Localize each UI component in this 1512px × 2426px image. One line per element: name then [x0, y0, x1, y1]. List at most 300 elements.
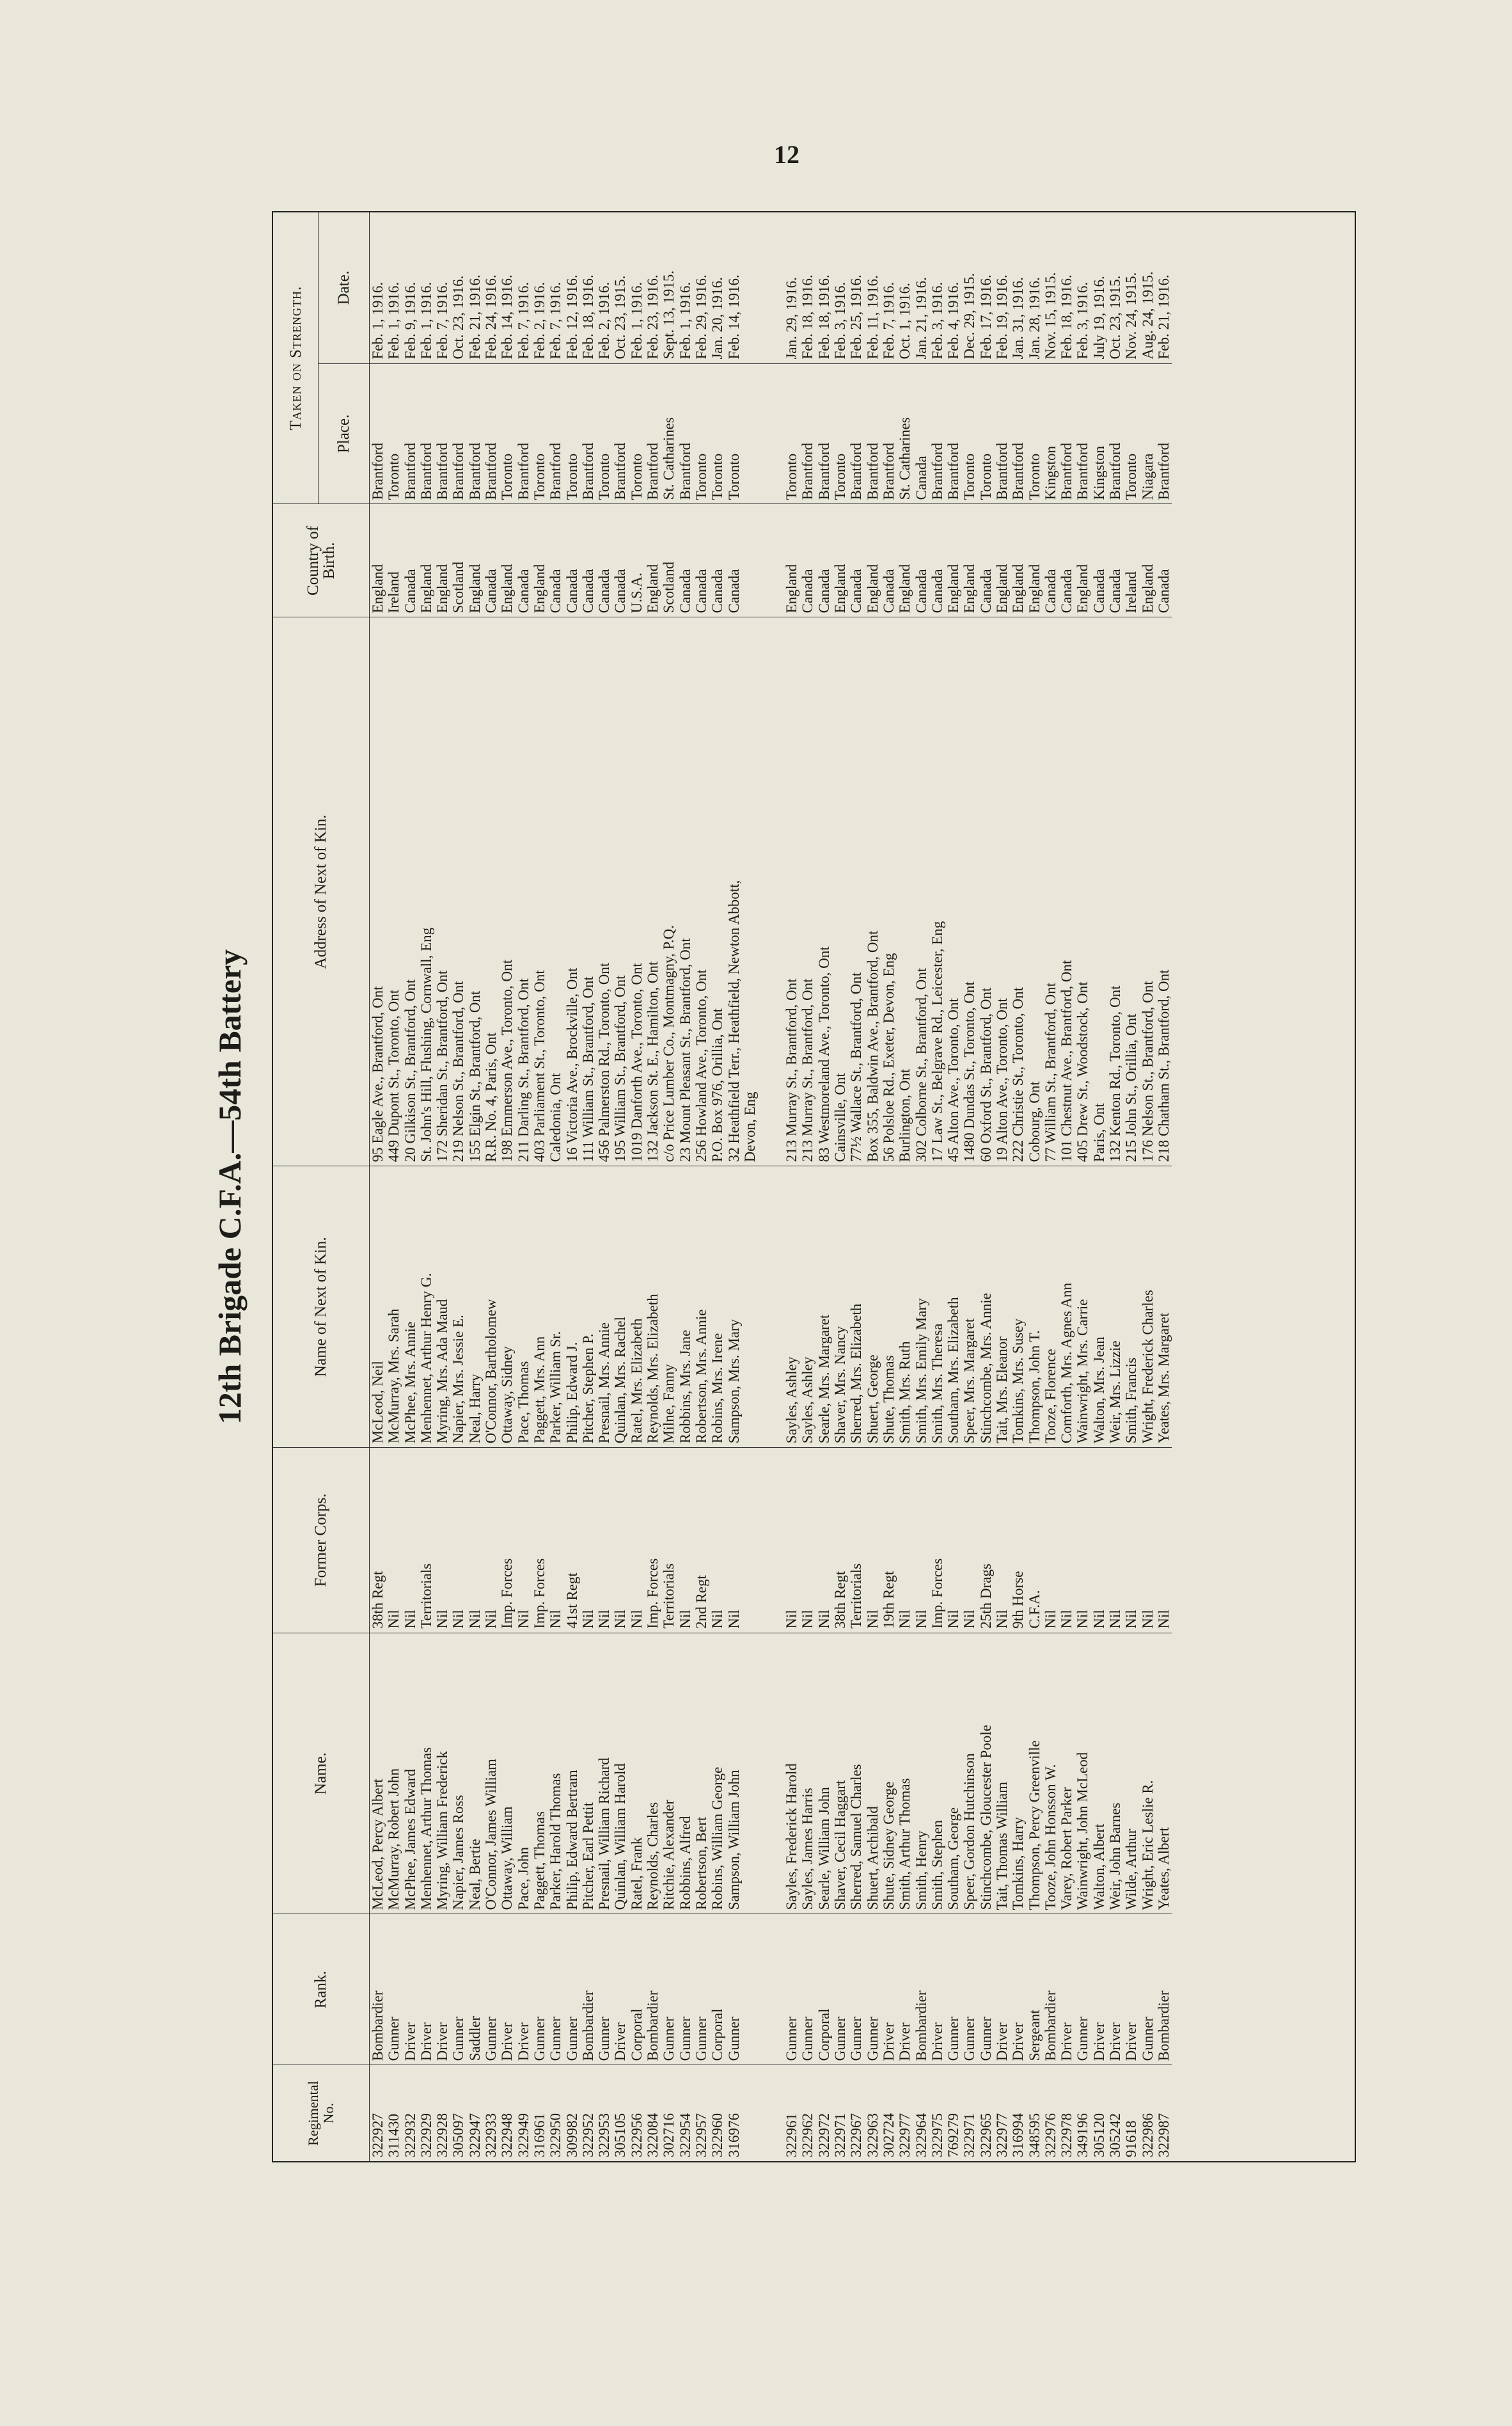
- cell-regimental-no: 322961: [784, 2065, 799, 2161]
- cell-former-corps: 38th Regt: [832, 1448, 848, 1633]
- cell-address: 17 Law St., Belgrave Rd., Leicester, Eng: [929, 617, 945, 1166]
- cell-next-of-kin: Neal, Harry: [467, 1166, 483, 1448]
- cell-country-of-birth: Canada: [693, 504, 709, 617]
- cell-date: Feb. 3, 1916.: [1075, 281, 1091, 360]
- cell-former-corps: Nil: [402, 1448, 418, 1633]
- table-row: [645, 212, 661, 2161]
- cell-country-of-birth: Canada: [1156, 504, 1172, 617]
- cell-country-of-birth: England: [434, 504, 450, 617]
- cell-former-corps: Nil: [547, 1448, 563, 1633]
- cell-name: O'Connor, James William: [483, 1633, 499, 1914]
- cell-country-of-birth: England: [994, 504, 1010, 617]
- cell-rank: Gunner: [693, 1914, 709, 2065]
- cell-place: Brantford: [402, 363, 418, 504]
- cell-regimental-no: 322977: [994, 2065, 1010, 2161]
- cell-former-corps: Nil: [799, 1448, 815, 1633]
- cell-former-corps: Nil: [483, 1448, 499, 1633]
- cell-rank: Corporal: [816, 1914, 832, 2065]
- cell-regimental-no: [742, 2065, 758, 2161]
- table-row: [418, 212, 434, 2161]
- cell-address: 256 Howland Ave., Toronto, Ont: [693, 617, 709, 1166]
- cell-address: 23 Mount Pleasant St., Brantford, Ont: [677, 617, 693, 1166]
- cell-place: [742, 363, 758, 504]
- cell-date: Jan. 20, 1916.: [709, 277, 726, 360]
- cell-name: Searle, William John: [816, 1633, 832, 1914]
- cell-former-corps: Nil: [897, 1448, 913, 1633]
- cell-rank: Driver: [612, 1914, 628, 2065]
- cell-address: 403 Parliament St., Toronto, Ont: [532, 617, 547, 1166]
- cell-date: Feb. 3, 1916.: [832, 281, 849, 360]
- cell-place: Brantford: [799, 363, 815, 504]
- cell-country-of-birth: Canada: [564, 504, 580, 617]
- cell-date: [742, 212, 758, 363]
- cell-next-of-kin: O'Connor, Bartholomew: [483, 1166, 499, 1448]
- cell-country-of-birth: Canada: [516, 504, 532, 617]
- cell-former-corps: Nil: [677, 1448, 693, 1633]
- cell-date: Feb. 18, 1916.: [579, 274, 596, 360]
- page-title: 12th Brigade C.F.A.—54th Battery: [212, 949, 248, 1425]
- cell-regimental-no: 322963: [865, 2065, 881, 2161]
- cell-rank: Driver: [897, 1914, 913, 2065]
- cell-regimental-no: 322947: [467, 2065, 483, 2161]
- cell-former-corps: Territorials: [661, 1448, 677, 1633]
- cell-place: Brantford: [612, 363, 628, 504]
- cell-name: Smith, Henry: [913, 1633, 929, 1914]
- cell-regimental-no: 769279: [945, 2065, 961, 2161]
- cell-former-corps: 38th Regt: [370, 1448, 386, 1633]
- cell-place: Brantford: [816, 363, 832, 504]
- cell-address: 218 Chatham St., Brantford, Ont: [1156, 617, 1172, 1166]
- cell-next-of-kin: McMurray, Mrs. Sarah: [386, 1166, 402, 1448]
- table-row: [784, 212, 799, 2161]
- cell-name: Walton, Albert: [1091, 1633, 1107, 1914]
- cell-rank: Driver: [418, 1914, 434, 2065]
- table-row: [547, 212, 563, 2161]
- cell-rank: Gunner: [945, 1914, 961, 2065]
- cell-next-of-kin: Menhennet, Arthur Henry G.: [418, 1166, 434, 1448]
- cell-name: Wainwright, John McLeod: [1075, 1633, 1091, 1914]
- cell-place: Brantford: [580, 363, 596, 504]
- cell-rank: Gunner: [978, 1914, 994, 2065]
- cell-former-corps: Nil: [467, 1448, 483, 1633]
- cell-rank: Driver: [1123, 1914, 1139, 2065]
- cell-country-of-birth: Canada: [848, 504, 864, 617]
- cell-regimental-no: 305097: [450, 2065, 466, 2161]
- cell-regimental-no: 305120: [1091, 2065, 1107, 2161]
- cell-former-corps: Nil: [726, 1448, 742, 1633]
- cell-name: Smith, Arthur Thomas: [897, 1633, 913, 1914]
- cell-former-corps: Nil: [596, 1448, 612, 1633]
- table-row: [402, 212, 418, 2161]
- cell-rank: Driver: [434, 1914, 450, 2065]
- cell-place: Brantford: [450, 363, 466, 504]
- cell-country-of-birth: U.S.A.: [629, 504, 645, 617]
- cell-place: Brantford: [1075, 363, 1091, 504]
- cell-date: Feb. 1, 1916.: [677, 281, 693, 360]
- cell-next-of-kin: Ottaway, Sidney: [499, 1166, 515, 1448]
- cell-place: Toronto: [784, 363, 799, 504]
- cell-regimental-no: 322964: [913, 2065, 929, 2161]
- cell-date: Nov. 15, 1915.: [1042, 272, 1059, 360]
- cell-address: Paris, Ont: [1091, 617, 1107, 1166]
- cell-date: Feb. 7, 1916.: [880, 281, 897, 360]
- cell-name: Smith, Stephen: [929, 1633, 945, 1914]
- cell-place: Toronto: [499, 363, 515, 504]
- cell-name: Tooze, John Honsson W.: [1043, 1633, 1059, 1914]
- table-row: [978, 212, 994, 2161]
- cell-regimental-no: 311430: [386, 2065, 402, 2161]
- cell-address: 213 Murray St., Brantford, Ont: [784, 617, 799, 1166]
- cell-former-corps: Nil: [450, 1448, 466, 1633]
- cell-rank: Driver: [402, 1914, 418, 2065]
- cell-address: 1480 Dundas St., Toronto, Ont: [961, 617, 977, 1166]
- cell-name: Presnail, William Richard: [596, 1633, 612, 1914]
- cell-address: 45 Alton Ave., Toronto, Ont: [945, 617, 961, 1166]
- cell-country-of-birth: England: [1010, 504, 1026, 617]
- cell-address: Devon, Eng: [742, 617, 758, 1166]
- cell-address: R.R. No. 4, Paris, Ont: [483, 617, 499, 1166]
- cell-former-corps: Nil: [1140, 1448, 1156, 1633]
- cell-place: Toronto: [693, 363, 709, 504]
- cell-place: Toronto: [1123, 363, 1139, 504]
- cell-rank: Gunner: [865, 1914, 881, 2065]
- cell-name: Pitcher, Earl Pettit: [580, 1633, 596, 1914]
- cell-next-of-kin: Searle, Mrs. Margaret: [816, 1166, 832, 1448]
- cell-place: Brantford: [848, 363, 864, 504]
- table-row: [994, 212, 1010, 2161]
- cell-rank: Driver: [994, 1914, 1010, 2065]
- cell-former-corps: [742, 1448, 758, 1633]
- cell-former-corps: Imp. Forces: [532, 1448, 547, 1633]
- cell-former-corps: Nil: [1043, 1448, 1059, 1633]
- cell-address: 60 Oxford St., Brantford, Ont: [978, 617, 994, 1166]
- cell-name: Weir, John Barnes: [1107, 1633, 1123, 1914]
- table-row: [929, 212, 945, 2161]
- cell-country-of-birth: England: [832, 504, 848, 617]
- roster-table: [273, 212, 1172, 2161]
- cell-name: Varey, Robert Parker: [1059, 1633, 1075, 1914]
- table-row: [596, 212, 612, 2161]
- cell-former-corps: Nil: [784, 1448, 799, 1633]
- cell-address: 77 William St., Brantford, Ont: [1043, 617, 1059, 1166]
- roster-table-frame: [272, 211, 1356, 2162]
- cell-regimental-no: 322084: [645, 2065, 661, 2161]
- spacer-cell: [758, 1633, 784, 1914]
- cell-name: Sherred, Samuel Charles: [848, 1633, 864, 1914]
- table-row: [434, 212, 450, 2161]
- cell-next-of-kin: Tooze, Florence: [1043, 1166, 1059, 1448]
- cell-date: Oct. 23, 1916.: [450, 275, 467, 360]
- cell-regimental-no: 322986: [1140, 2065, 1156, 2161]
- cell-country-of-birth: England: [1027, 504, 1043, 617]
- cell-address: 20 Gilkison St., Brantford, Ont: [402, 617, 418, 1166]
- cell-country-of-birth: England: [897, 504, 913, 617]
- cell-former-corps: Nil: [961, 1448, 977, 1633]
- cell-address: 456 Palmerston Rd., Toronto, Ont: [596, 617, 612, 1166]
- table-row: [483, 212, 499, 2161]
- cell-place: Brantford: [881, 363, 897, 504]
- cell-name: Myring, William Frederick: [434, 1633, 450, 1914]
- cell-date: Feb. 11, 1916.: [864, 275, 881, 360]
- table-row: [945, 212, 961, 2161]
- cell-rank: Driver: [1059, 1914, 1075, 2065]
- cell-regimental-no: 322950: [547, 2065, 563, 2161]
- cell-date: Feb. 19, 1916.: [993, 274, 1010, 360]
- cell-place: Niagara: [1140, 363, 1156, 504]
- cell-rank: Saddler: [467, 1914, 483, 2065]
- cell-former-corps: Imp. Forces: [929, 1448, 945, 1633]
- cell-date: Nov. 24, 1915.: [1123, 272, 1140, 360]
- cell-address: 111 William St., Brantford, Ont: [580, 617, 596, 1166]
- cell-country-of-birth: Canada: [612, 504, 628, 617]
- cell-address: 172 Sheridan St., Brantford, Ont: [434, 617, 450, 1166]
- cell-rank: Gunner: [596, 1914, 612, 2065]
- cell-address: 195 William St., Brantford, Ont: [612, 617, 628, 1166]
- cell-former-corps: Nil: [386, 1448, 402, 1633]
- header-regimental-no: Regimental No.: [273, 2065, 370, 2161]
- cell-next-of-kin: Smith, Francis: [1123, 1166, 1139, 1448]
- table-row: [580, 212, 596, 2161]
- cell-rank: Sergeant: [1027, 1914, 1043, 2065]
- cell-rank: Gunner: [726, 1914, 742, 2065]
- cell-place: Brantford: [1010, 363, 1026, 504]
- cell-rank: Gunner: [848, 1914, 864, 2065]
- cell-rank: Gunner: [532, 1914, 547, 2065]
- spacer-cell: [758, 1166, 784, 1448]
- cell-former-corps: Nil: [1107, 1448, 1123, 1633]
- header-country-of-birth: Country of Birth.: [273, 504, 370, 617]
- cell-next-of-kin: Tait, Mrs. Eleanor: [994, 1166, 1010, 1448]
- table-row: [913, 212, 929, 2161]
- cell-date: Feb. 9, 1916.: [402, 281, 418, 360]
- cell-date: Feb. 14, 1916.: [499, 274, 516, 360]
- cell-name: Menhennet, Arthur Thomas: [418, 1633, 434, 1914]
- table-row: [726, 212, 742, 2161]
- table-row: [612, 212, 628, 2161]
- cell-rank: Bombardier: [1043, 1914, 1059, 2065]
- table-row: [1075, 212, 1091, 2161]
- cell-rank: Bombardier: [1156, 1914, 1172, 2065]
- cell-date: Feb. 23, 1916.: [645, 274, 661, 360]
- cell-address: 95 Eagle Ave., Brantford, Ont: [370, 617, 386, 1166]
- cell-rank: Gunner: [677, 1914, 693, 2065]
- cell-rank: Bombardier: [370, 1914, 386, 2065]
- cell-name: Robertson, Bert: [693, 1633, 709, 1914]
- cell-name: Robbins, Alfred: [677, 1633, 693, 1914]
- cell-former-corps: Nil: [816, 1448, 832, 1633]
- cell-date: Aug. 24, 1915.: [1139, 271, 1156, 360]
- cell-country-of-birth: England: [1075, 504, 1091, 617]
- cell-next-of-kin: Wainwright, Mrs. Carrie: [1075, 1166, 1091, 1448]
- cell-country-of-birth: England: [499, 504, 515, 617]
- cell-next-of-kin: McPhee, Mrs. Annie: [402, 1166, 418, 1448]
- cell-country-of-birth: Scotland: [450, 504, 466, 617]
- cell-next-of-kin: Robertson, Mrs. Annie: [693, 1166, 709, 1448]
- cell-rank: Driver: [1010, 1914, 1026, 2065]
- cell-date: Feb. 1, 1916.: [418, 281, 434, 360]
- cell-place: Toronto: [978, 363, 994, 504]
- cell-address: 83 Westmoreland Ave., Toronto, Ont: [816, 617, 832, 1166]
- cell-name: Parker, Harold Thomas: [547, 1633, 563, 1914]
- spacer-cell: [758, 363, 784, 504]
- cell-former-corps: Nil: [516, 1448, 532, 1633]
- cell-name: Quinlan, William Harold: [612, 1633, 628, 1914]
- cell-rank: Driver: [499, 1914, 515, 2065]
- cell-address: 213 Murray St., Brantford, Ont: [799, 617, 815, 1166]
- cell-date: Feb. 2, 1916.: [531, 281, 547, 360]
- cell-name: Reynolds, Charles: [645, 1633, 661, 1914]
- cell-regimental-no: 322965: [978, 2065, 994, 2161]
- cell-rank: [742, 1914, 758, 2065]
- cell-next-of-kin: McLeod, Neil: [370, 1166, 386, 1448]
- cell-country-of-birth: England: [645, 504, 661, 617]
- cell-address: 77½ Wallace St., Brantford, Ont: [848, 617, 864, 1166]
- cell-rank: Driver: [1091, 1914, 1107, 2065]
- cell-next-of-kin: Shuert, George: [865, 1166, 881, 1448]
- cell-country-of-birth: Canada: [677, 504, 693, 617]
- cell-rank: Driver: [1107, 1914, 1123, 2065]
- cell-date: Jan. 29, 1916.: [784, 277, 800, 360]
- cell-next-of-kin: Presnail, Mrs. Annie: [596, 1166, 612, 1448]
- cell-address: 101 Chestnut Ave., Brantford, Ont: [1059, 617, 1075, 1166]
- cell-country-of-birth: Canada: [596, 504, 612, 617]
- cell-regimental-no: 322967: [848, 2065, 864, 2161]
- cell-date: Feb. 21, 1916.: [466, 274, 483, 360]
- cell-date: Feb. 18, 1916.: [799, 274, 816, 360]
- cell-next-of-kin: Shute, Thomas: [881, 1166, 897, 1448]
- cell-regimental-no: 322971: [832, 2065, 848, 2161]
- spacer-cell: [758, 504, 784, 617]
- cell-place: Brantford: [516, 363, 532, 504]
- cell-country-of-birth: Canada: [929, 504, 945, 617]
- header-rank: Rank.: [273, 1914, 370, 2065]
- table-row: [1091, 212, 1107, 2161]
- table-row: [799, 212, 815, 2161]
- table-row: [1140, 212, 1156, 2161]
- table-row: [467, 212, 483, 2161]
- cell-place: Toronto: [961, 363, 977, 504]
- header-address: Address of Next of Kin.: [273, 617, 370, 1166]
- cell-former-corps: 19th Regt: [881, 1448, 897, 1633]
- cell-regimental-no: 322928: [434, 2065, 450, 2161]
- cell-regimental-no: 316994: [1010, 2065, 1026, 2161]
- cell-place: Toronto: [629, 363, 645, 504]
- cell-date: Feb. 18, 1916.: [1059, 274, 1075, 360]
- cell-name: Ottaway, William: [499, 1633, 515, 1914]
- group-spacer: [758, 212, 784, 2161]
- cell-date: Feb. 17, 1916.: [977, 274, 994, 360]
- cell-rank: Bombardier: [580, 1914, 596, 2065]
- table-row: [848, 212, 864, 2161]
- cell-country-of-birth: Canada: [913, 504, 929, 617]
- cell-name: Yeates, Albert: [1156, 1633, 1172, 1914]
- cell-address: 219 Nelson St., Brantford, Ont: [450, 617, 466, 1166]
- table-row: [1107, 212, 1123, 2161]
- cell-rank: Gunner: [386, 1914, 402, 2065]
- table-row: [832, 212, 848, 2161]
- cell-rank: Gunner: [450, 1914, 466, 2065]
- table-row: [370, 212, 386, 2161]
- spacer-cell: [758, 617, 784, 1166]
- cell-country-of-birth: England: [961, 504, 977, 617]
- table-row: [742, 212, 758, 2161]
- table-row: [1043, 212, 1059, 2161]
- cell-former-corps: Territorials: [418, 1448, 434, 1633]
- spacer-cell: [758, 2065, 784, 2161]
- cell-country-of-birth: Canada: [816, 504, 832, 617]
- cell-former-corps: 41st Regt: [564, 1448, 580, 1633]
- cell-rank: Gunner: [661, 1914, 677, 2065]
- cell-former-corps: Imp. Forces: [499, 1448, 515, 1633]
- cell-date: Feb. 2, 1916.: [596, 281, 613, 360]
- cell-former-corps: Nil: [1123, 1448, 1139, 1633]
- cell-country-of-birth: Canada: [1107, 504, 1123, 617]
- cell-place: Brantford: [467, 363, 483, 504]
- cell-place: Brantford: [994, 363, 1010, 504]
- cell-date: Feb. 21, 1916.: [1155, 274, 1172, 360]
- cell-name: Ritchie, Alexander: [661, 1633, 677, 1914]
- cell-date: Feb. 24, 1916.: [483, 274, 500, 360]
- cell-former-corps: 25th Drags: [978, 1448, 994, 1633]
- cell-country-of-birth: England: [370, 504, 386, 617]
- cell-regimental-no: 302716: [661, 2065, 677, 2161]
- cell-address: Burlington, Ont: [897, 617, 913, 1166]
- cell-former-corps: Nil: [913, 1448, 929, 1633]
- header-name: Name.: [273, 1633, 370, 1914]
- cell-regimental-no: 322949: [516, 2065, 532, 2161]
- page-number: 12: [774, 140, 799, 169]
- table-row: [450, 212, 466, 2161]
- cell-name: Sayles, Frederick Harold: [784, 1633, 799, 1914]
- cell-rank: Gunner: [799, 1914, 815, 2065]
- cell-name: Pace, John: [516, 1633, 532, 1914]
- cell-former-corps: Nil: [629, 1448, 645, 1633]
- cell-country-of-birth: Ireland: [1123, 504, 1139, 617]
- cell-address: Caledonia, Ont: [547, 617, 563, 1166]
- cell-next-of-kin: Yeates, Mrs. Margaret: [1156, 1166, 1172, 1448]
- cell-regimental-no: 322956: [629, 2065, 645, 2161]
- cell-next-of-kin: Sayles, Ashley: [784, 1166, 799, 1448]
- cell-address: 132 Kenton Rd., Toronto, Ont: [1107, 617, 1123, 1166]
- table-row: [1059, 212, 1075, 2161]
- cell-name: Thompson, Percy Greenville: [1027, 1633, 1043, 1914]
- cell-name: Robins, William George: [709, 1633, 725, 1914]
- header-taken-on-strength: Taken on Strength.: [273, 212, 319, 504]
- cell-rank: Corporal: [629, 1914, 645, 2065]
- cell-date: Feb. 29, 1916.: [693, 274, 709, 360]
- cell-regimental-no: 348595: [1027, 2065, 1043, 2161]
- cell-name: Shute, Sidney George: [881, 1633, 897, 1914]
- cell-place: Brantford: [945, 363, 961, 504]
- cell-rank: Gunner: [832, 1914, 848, 2065]
- cell-date: Feb. 3, 1916.: [929, 281, 945, 360]
- table-row: [532, 212, 547, 2161]
- cell-address: 215 John St., Orillia, Ont: [1123, 617, 1139, 1166]
- cell-date: Jan. 21, 1916.: [913, 277, 929, 360]
- table-row: [897, 212, 913, 2161]
- cell-country-of-birth: Canada: [483, 504, 499, 617]
- table-row: [661, 212, 677, 2161]
- cell-place: Brantford: [645, 363, 661, 504]
- cell-next-of-kin: Smith, Mrs. Ruth: [897, 1166, 913, 1448]
- cell-address: St. John's Hill, Flushing, Cornwall, Eng: [418, 617, 434, 1166]
- cell-former-corps: Territorials: [848, 1448, 864, 1633]
- cell-next-of-kin: Philip, Edward J.: [564, 1166, 580, 1448]
- header-former-corps: Former Corps.: [273, 1448, 370, 1633]
- cell-country-of-birth: Canada: [402, 504, 418, 617]
- cell-rank: Gunner: [564, 1914, 580, 2065]
- cell-regimental-no: 349196: [1075, 2065, 1091, 2161]
